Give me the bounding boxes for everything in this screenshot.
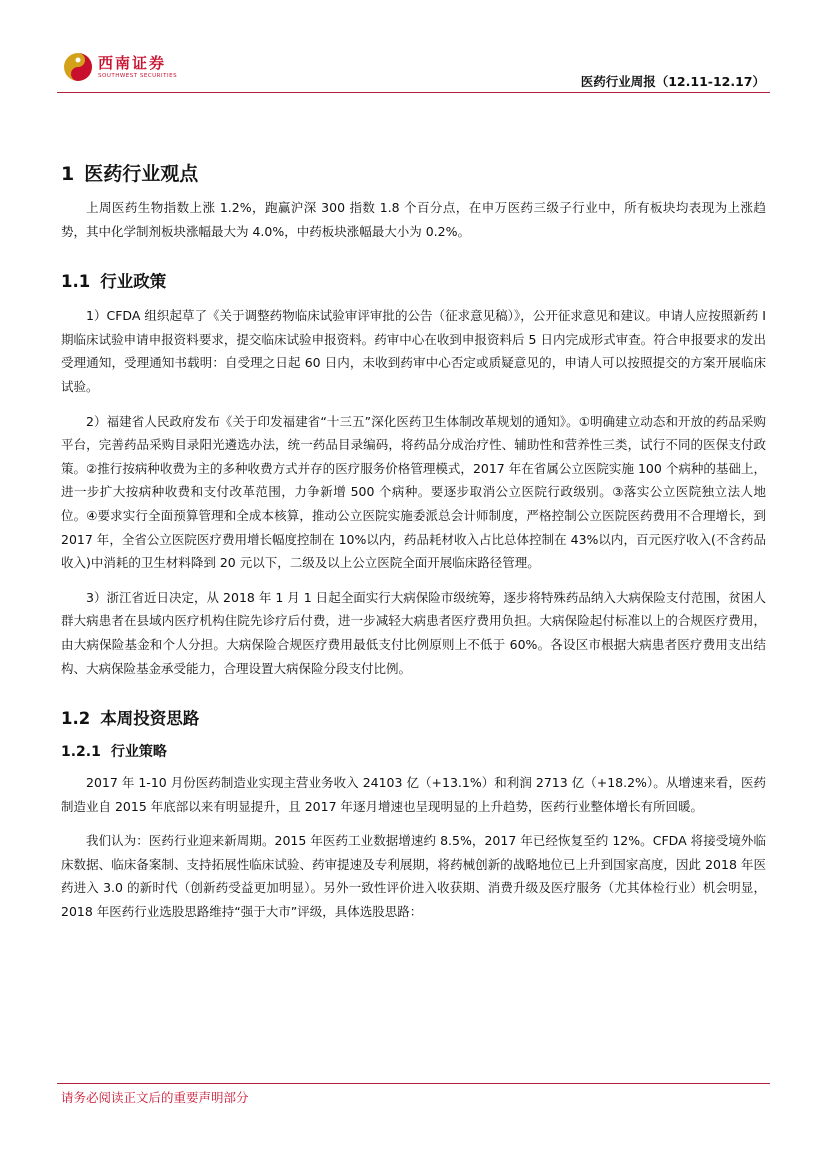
footer-divider xyxy=(57,1083,770,1084)
logo-english-name: SOUTHWEST SECURITIES xyxy=(98,73,178,79)
paragraph: 2017 年 1-10 月份医药制造业实现主营业务收入 24103 亿（+13.1%）和利润 2713 亿（+18.2%）。从增速来看，医药制造业自 2015 年底部以来有明显提升，且 2017 年逐月增速也呈现明显的上升趋势，医药行业整体增长有所回暖。 xyxy=(61,775,766,814)
section-title: 行业政策 xyxy=(100,272,167,292)
paragraph: 我们认为：医药行业迎来新周期。2015 年医药工业数据增速约 8.5%，2017 年已经恢复至约 12%。CFDA 将接受境外临床数据、临床备案制、支持拓展性临床试验、药审提速及专利展期，将药械创新的战略地位已上升到国家高度，因此 2018 年医药进入 3.0 的新时代（创新药受益更加明显）。另外一致性评价进入收获期、消费升级及医疗服务（尤其体检行业）机会明显，2018 年医药行业选股思路维持“强于大市”评级，具体选股思路： xyxy=(61,833,766,920)
section-1-2-1-heading xyxy=(61,741,766,763)
section-number: 1 xyxy=(61,163,75,185)
section-1-heading xyxy=(61,160,766,188)
paragraph: 上周医药生物指数上涨 1.2%，跑赢沪深 300 指数 1.8 个百分点，在申万医药三级子行业中，所有板块均表现为上涨趋势，其中化学制剂板块涨幅最大为 4.0%，中药板块涨幅最大小为 0.2%。 xyxy=(61,200,766,239)
paragraph: 2）福建省人民政府发布《关于印发福建省“十三五”深化医药卫生体制改革规划的通知》。①明确建立动态和开放的药品采购平台，完善药品采购目录阳光遴选办法，统一药品目录编码，将药品分成治疗性、辅助性和营养性三类，试行不同的医保支付政策。②推行按病种收费为主的多种收费方式并存的医疗服务价格管理模式，2017 年在省属公立医院实施 100 个病种的基础上，进一步扩大按病种收费和支付改革范围，力争新增 500 个病种。要逐步取消公立医院行政级别。③落实公立医院独立法人地位。④要求实行全面预算管理和全成本核算，推动公立医院实施委派总会计师制度，严格控制公立医院医药费用不合理增长，到 2017 年，全省公立医院医疗费用增长幅度控制在 10%以内，药品耗材收入占比总体控制在 43%以内，百元医疗收入(不含药品收入)中消耗的卫生材料降到 20 元以下，二级及以上公立医院全面开展临床路径管理。 xyxy=(61,413,766,571)
company-logo-icon xyxy=(63,52,93,82)
company-logo xyxy=(63,50,177,84)
section-1-2-heading xyxy=(61,707,766,731)
section-title: 行业策略 xyxy=(110,744,167,761)
section-number: 1.1 xyxy=(61,272,91,292)
section-title: 医药行业观点 xyxy=(84,163,199,185)
report-title: 医药行业周报（12.11-12.17） xyxy=(580,74,765,89)
paragraph: 3）浙江省近日决定，从 2018 年 1 月 1 日起全面实行大病保险市级统筹，逐步将特殊药品纳入大病保险支付范围，贫困人群大病患者在县域内医疗机构住院先诊疗后付费，进一步减轻大病患者医疗费用负担。大病保险起付标准以上的合规医疗费用，由大病保险基金和个人分担。大病保险合规医疗费用最低支付比例原则上不低于 60%。各设区市根据大病患者医疗费用支出结构、大病保险基金承受能力，合理设置大病保险分段支付比例。 xyxy=(61,589,766,676)
footer-disclaimer: 请务必阅读正文后的重要声明部分 xyxy=(61,1090,249,1105)
page-header xyxy=(0,0,827,100)
paragraph: 1）CFDA 组织起草了《关于调整药物临床试验审评审批的公告（征求意见稿）》，公开征求意见和建议。申请人应按照新药 I 期临床试验申请申报资料要求，提交临床试验申报资料。药审中心在收到申报资料后 5 日内完成形式审查。符合申报要求的发出受理通知，受理通知书载明：自受理之日起 60 日内，未收到药审中心否定或质疑意见的，申请人可以按照提交的方案开展临床试验。 xyxy=(61,308,766,394)
section-1-1-heading xyxy=(61,270,766,294)
header-divider xyxy=(57,92,770,93)
section-title: 本周投资思路 xyxy=(100,709,200,729)
main-content xyxy=(61,160,766,924)
logo-chinese-name: 西南证券 xyxy=(98,54,167,72)
section-number: 1.2 xyxy=(61,709,91,729)
section-number: 1.2.1 xyxy=(61,744,101,761)
